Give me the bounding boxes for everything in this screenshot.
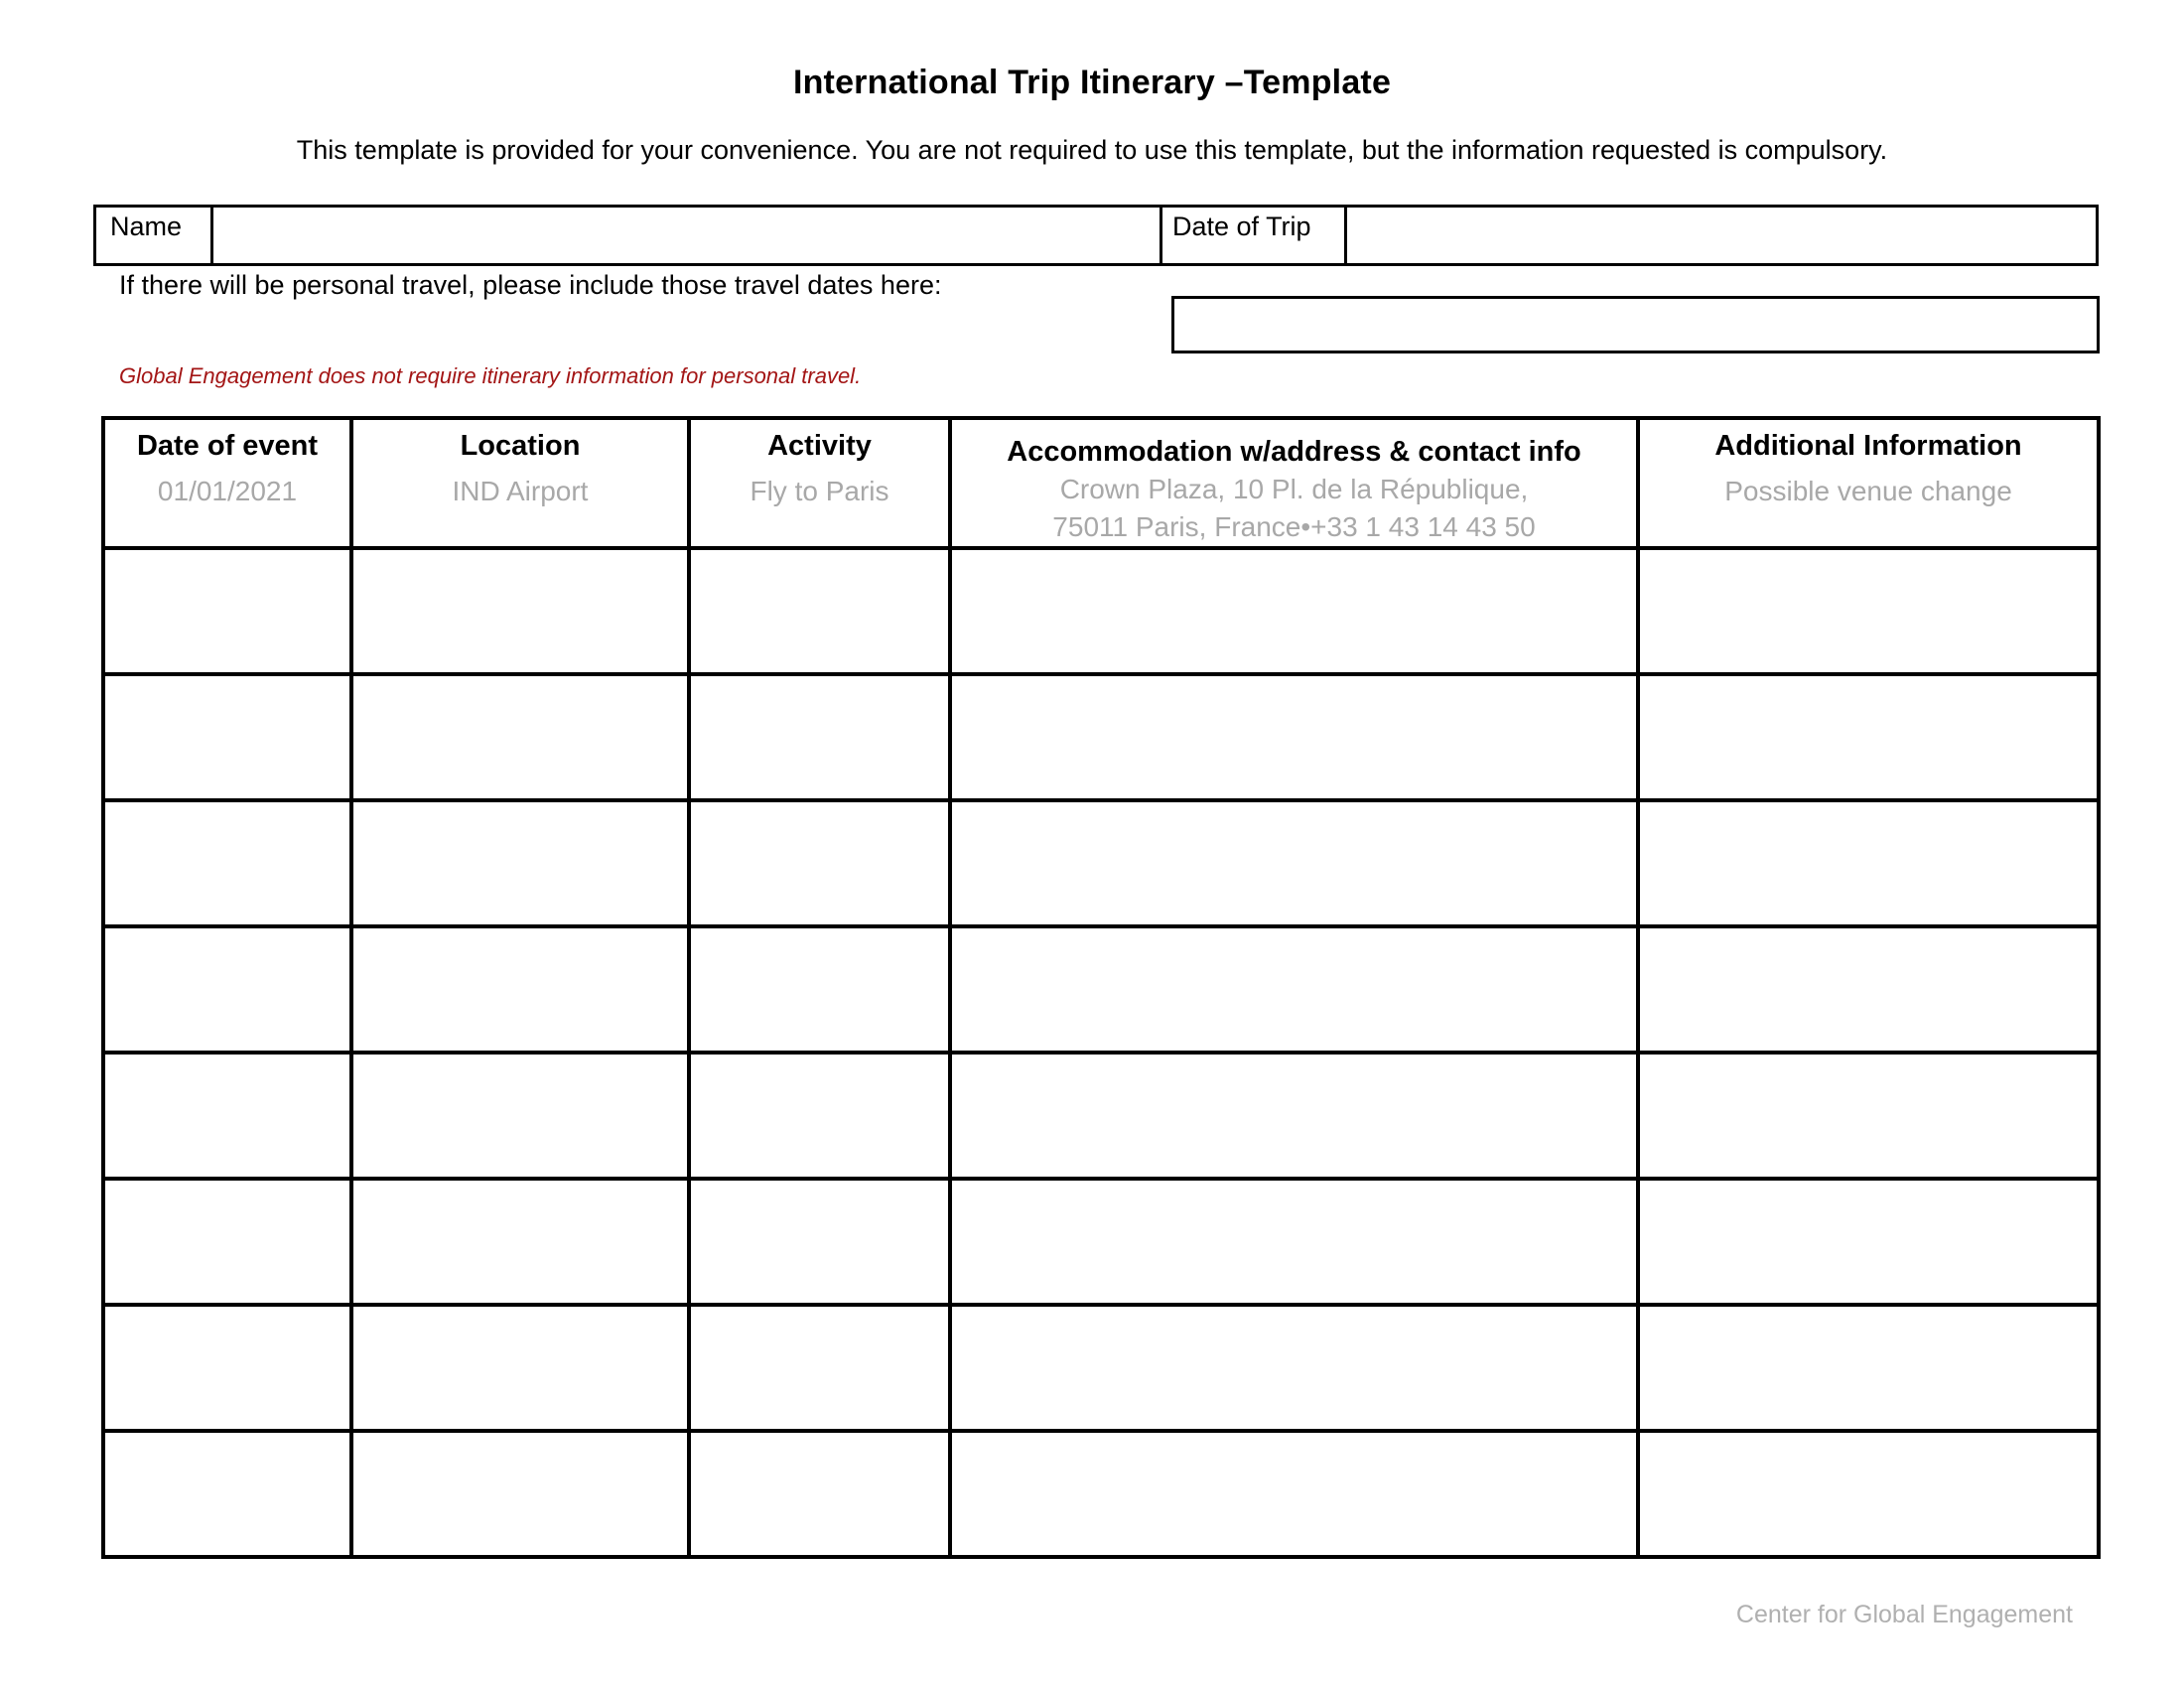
column-header-accommodation [950,418,1638,548]
table-cell[interactable] [950,674,1638,800]
table-cell[interactable] [1638,1053,2099,1179]
table-cell[interactable] [689,1305,950,1431]
date-of-trip-field[interactable] [1347,208,2096,263]
table-cell[interactable] [351,800,689,926]
table-cell[interactable] [351,674,689,800]
example-value: Fly to Paris [750,476,889,506]
table-row [103,1179,2099,1305]
column-label: Additional Information [1714,430,2022,462]
table-cell[interactable] [950,926,1638,1053]
table-cell[interactable] [103,1053,351,1179]
table-cell[interactable] [1638,1431,2099,1557]
table-cell[interactable] [689,1053,950,1179]
table-cell[interactable] [1638,800,2099,926]
column-header-location [351,418,689,548]
table-row [103,1053,2099,1179]
example-value: 01/01/2021 [157,476,298,506]
table-cell[interactable] [950,1053,1638,1179]
column-label: Accommodation w/address & contact info [1007,436,1581,468]
table-cell[interactable] [689,800,950,926]
itinerary-table [101,416,2101,1559]
table-cell[interactable] [1638,1305,2099,1431]
personal-travel-prompt: If there will be personal travel, please include those travel dates here: [119,270,942,300]
table-cell[interactable] [351,1053,689,1179]
table-cell[interactable] [103,1179,351,1305]
table-cell[interactable] [103,926,351,1053]
table-cell[interactable] [103,1305,351,1431]
table-row [103,1305,2099,1431]
table-cell[interactable] [689,1179,950,1305]
table-header-row [103,418,2099,548]
table-cell[interactable] [103,1431,351,1557]
example-line: 75011 Paris, France•+33 1 43 14 43 50 [1052,511,1536,542]
table-cell[interactable] [950,800,1638,926]
table-cell[interactable] [950,1431,1638,1557]
table-cell[interactable] [351,926,689,1053]
table-cell[interactable] [1638,926,2099,1053]
personal-travel-note: Global Engagement does not require itinerary information for personal travel. [119,363,862,388]
table-cell[interactable] [689,1431,950,1557]
personal-travel-dates-field[interactable] [1171,296,2100,353]
table-cell[interactable] [1638,548,2099,674]
column-header-additional-info [1638,418,2099,548]
footer-text: Center for Global Engagement [1735,1601,2073,1628]
table-row [103,674,2099,800]
column-header-date [103,418,351,548]
table-cell[interactable] [351,1179,689,1305]
page-title: International Trip Itinerary –Template [792,64,1392,101]
column-header-activity [689,418,950,548]
table-cell[interactable] [351,548,689,674]
table-row [103,800,2099,926]
table-cell[interactable] [103,674,351,800]
name-label: Name [96,208,213,263]
date-of-trip-label: Date of Trip [1162,208,1347,263]
table-cell[interactable] [351,1305,689,1431]
table-cell[interactable] [351,1431,689,1557]
example-value [958,471,1630,546]
table-cell[interactable] [103,800,351,926]
table-cell[interactable] [950,548,1638,674]
column-label: Location [460,430,581,462]
page-subtitle: This template is provided for your convenience. You are not required to use this template, but the information requested is compulsory. [296,135,1888,165]
name-field[interactable] [213,208,1162,263]
table-cell[interactable] [950,1179,1638,1305]
table-cell[interactable] [950,1305,1638,1431]
table-cell[interactable] [1638,674,2099,800]
table-cell[interactable] [103,548,351,674]
column-label: Date of event [136,430,319,462]
example-value: Possible venue change [1724,476,2012,506]
trip-info-row [93,205,2099,266]
table-cell[interactable] [689,926,950,1053]
table-cell[interactable] [689,548,950,674]
table-row [103,548,2099,674]
example-line: Crown Plaza, 10 Pl. de la République, [1059,474,1529,504]
table-cell[interactable] [1638,1179,2099,1305]
table-cell[interactable] [689,674,950,800]
example-value: IND Airport [452,476,589,506]
column-label: Activity [767,430,872,462]
table-row [103,1431,2099,1557]
table-row [103,926,2099,1053]
